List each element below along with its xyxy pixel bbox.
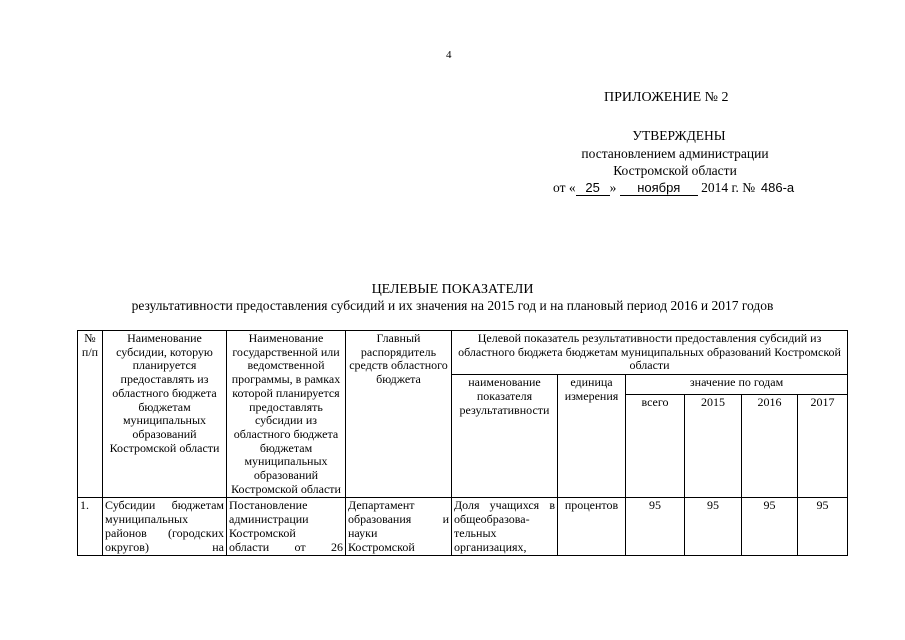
subsidy-line: округов) на [105, 539, 224, 554]
header-indicator-group: Целевой показатель результативности предоставления субсидий из областного бюджета бюджетам муниципальных образований Костромской области [452, 331, 848, 375]
document-title: ЦЕЛЕВЫЕ ПОКАЗАТЕЛИ [371, 282, 534, 297]
approval-number: 486-а [760, 180, 795, 195]
row-num: 1. [78, 498, 103, 556]
row-indicator [452, 498, 558, 556]
from-prefix: от « [553, 180, 576, 195]
indicator-line: Доля учащихся в [454, 498, 555, 513]
row-2016: 95 [742, 498, 798, 556]
manager-line: образования и [348, 512, 449, 527]
page-bottom-margin [0, 578, 905, 640]
program-line: области от 26 [229, 539, 343, 554]
table-row [78, 498, 848, 556]
manager-line: Костромской [348, 539, 415, 554]
header-total: всего [626, 395, 685, 498]
header-indicator-name: наименование показателя результативности [452, 375, 558, 498]
row-2017: 95 [798, 498, 848, 556]
day-close-quote: » [609, 180, 617, 195]
row-unit: процентов [558, 498, 626, 556]
row-manager [346, 498, 452, 556]
header-row-1 [78, 331, 848, 375]
row-total: 95 [626, 498, 685, 556]
page-number: 4 [446, 49, 452, 61]
header-manager: Главный распорядитель средств областного бюджета [346, 331, 452, 498]
manager-line: Департамент [348, 498, 415, 513]
approved-heading: УТВЕРЖДЕНЫ [632, 128, 726, 143]
program-line: Постановление [229, 498, 308, 513]
header-subsidy: Наименование субсидии, которую планируется предоставлять из областного бюджета бюджетам муниципальных образований Костромской области [103, 331, 227, 498]
indicator-line: тельных [454, 525, 497, 540]
row-2015: 95 [685, 498, 742, 556]
header-values-group: значение по годам [626, 375, 848, 395]
row-subsidy [103, 498, 227, 556]
header-unit: единица измерения [558, 375, 626, 498]
header-2017: 2017 [798, 395, 848, 498]
approval-month: ноября [620, 181, 698, 196]
indicator-line: организациях, [454, 539, 527, 554]
header-program: Наименование государственной или ведомственной программы, в рамках которой планируется предоставлять субсидии из областного бюджета бюджетам муниципальных образований Костромской области [227, 331, 346, 498]
approval-day: 25 [576, 181, 610, 196]
document-subtitle: результативности предоставления субсидий и их значения на 2015 год и на плановый период 2016 и 2017 годов [131, 298, 774, 313]
header-2016: 2016 [742, 395, 798, 498]
subsidy-line: муниципальных [105, 512, 189, 527]
appendix-label: ПРИЛОЖЕНИЕ № 2 [604, 90, 729, 105]
header-num: № п/п [78, 331, 103, 498]
row-program [227, 498, 346, 556]
subsidy-line: районов (городских [105, 525, 224, 540]
manager-line: науки [348, 525, 378, 540]
header-2015: 2015 [685, 395, 742, 498]
approval-year: 2014 г. № [701, 180, 756, 195]
subsidy-line: Субсидии бюджетам [105, 498, 224, 513]
indicator-line: общеобразова- [454, 512, 530, 527]
program-line: Костромской [229, 525, 296, 540]
approval-date-line [553, 180, 797, 196]
approval-line-2: Костромской области [613, 163, 737, 178]
program-line: администрации [229, 512, 309, 527]
indicators-table [77, 330, 848, 556]
approval-line-1: постановлением администрации [581, 146, 769, 161]
